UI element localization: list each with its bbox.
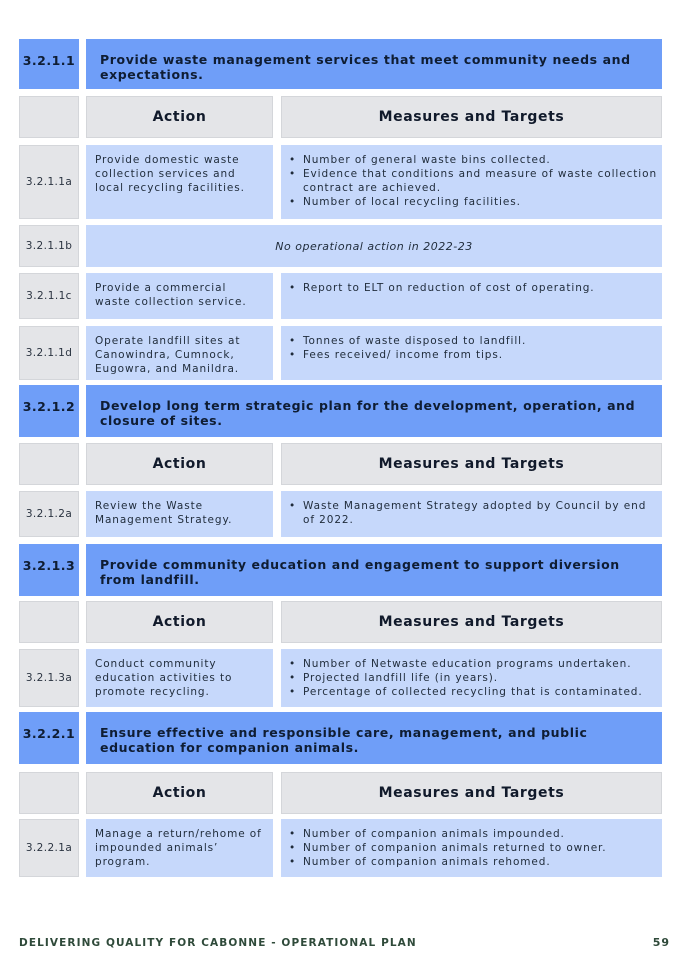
goal-row xyxy=(18,38,663,90)
header-measures: Measures and Targets xyxy=(280,600,663,644)
measure-item: • Number of companion animals returned to owner. xyxy=(303,841,658,855)
measure-item: • Evidence that conditions and measure of waste collection contract are achieved. xyxy=(303,167,658,195)
action-code: 3.2.1.1c xyxy=(18,272,80,320)
action-row xyxy=(18,818,663,878)
goal-code: 3.2.1.3 xyxy=(18,543,80,597)
header-code-blank xyxy=(18,771,80,815)
action-row xyxy=(18,648,663,708)
header-measures: Measures and Targets xyxy=(280,442,663,486)
header-action: Action xyxy=(85,95,274,139)
goal-code: 3.2.1.1 xyxy=(18,38,80,90)
header-row xyxy=(18,771,663,815)
measure-item: • Fees received/ income from tips. xyxy=(303,348,658,362)
measure-item: • Tonnes of waste disposed to landfill. xyxy=(303,334,658,348)
header-action: Action xyxy=(85,771,274,815)
goal-row xyxy=(18,384,663,438)
measure-item: • Projected landfill life (in years). xyxy=(303,671,658,685)
action-text: Conduct community education activities to promote recycling. xyxy=(85,648,274,708)
action-code: 3.2.1.1a xyxy=(18,144,80,220)
measure-item: • Percentage of collected recycling that is contaminated. xyxy=(303,685,658,699)
goal-title: Provide waste management services that meet community needs and expectations. xyxy=(85,38,663,90)
footer-title: DELIVERING QUALITY FOR CABONNE - OPERATIONAL PLAN xyxy=(19,937,417,949)
header-measures: Measures and Targets xyxy=(280,771,663,815)
action-row xyxy=(18,272,663,320)
measure-item: • Number of local recycling facilities. xyxy=(303,195,658,209)
goal-code: 3.2.2.1 xyxy=(18,711,80,765)
header-code-blank xyxy=(18,442,80,486)
measure-item: • Report to ELT on reduction of cost of operating. xyxy=(303,281,658,295)
measures-list xyxy=(280,490,663,538)
action-text: Manage a return/rehome of impounded animals’ program. xyxy=(85,818,274,878)
header-action: Action xyxy=(85,442,274,486)
measure-item: • Number of Netwaste education programs undertaken. xyxy=(303,657,658,671)
measure-item: • Number of companion animals rehomed. xyxy=(303,855,658,869)
action-code: 3.2.1.2a xyxy=(18,490,80,538)
action-row xyxy=(18,224,663,268)
action-code: 3.2.1.1b xyxy=(18,224,80,268)
action-text: Provide a commercial waste collection service. xyxy=(85,272,274,320)
measures-list xyxy=(280,818,663,878)
action-row xyxy=(18,325,663,381)
measures-list xyxy=(280,648,663,708)
goal-code: 3.2.1.2 xyxy=(18,384,80,438)
goal-title: Develop long term strategic plan for the development, operation, and closure of sites. xyxy=(85,384,663,438)
goal-row xyxy=(18,711,663,765)
header-action: Action xyxy=(85,600,274,644)
goal-title: Ensure effective and responsible care, management, and public education for companion animals. xyxy=(85,711,663,765)
action-code: 3.2.1.3a xyxy=(18,648,80,708)
action-text: Review the Waste Management Strategy. xyxy=(85,490,274,538)
action-row xyxy=(18,144,663,220)
page-number: 59 xyxy=(652,936,670,949)
measures-list xyxy=(280,144,663,220)
measure-item: • Number of companion animals impounded. xyxy=(303,827,658,841)
goal-row xyxy=(18,543,663,597)
goal-title: Provide community education and engagement to support diversion from landfill. xyxy=(85,543,663,597)
header-code-blank xyxy=(18,95,80,139)
measures-list xyxy=(280,325,663,381)
header-measures: Measures and Targets xyxy=(280,95,663,139)
header-row xyxy=(18,95,663,139)
action-row xyxy=(18,490,663,538)
measure-item: • Number of general waste bins collected. xyxy=(303,153,658,167)
no-action-note: No operational action in 2022-23 xyxy=(85,224,663,268)
action-code: 3.2.1.1d xyxy=(18,325,80,381)
header-row xyxy=(18,442,663,486)
header-code-blank xyxy=(18,600,80,644)
action-code: 3.2.2.1a xyxy=(18,818,80,878)
action-text: Operate landfill sites at Canowindra, Cumnock, Eugowra, and Manildra. xyxy=(85,325,274,381)
measure-item: • Waste Management Strategy adopted by Council by end of 2022. xyxy=(303,499,658,527)
header-row xyxy=(18,600,663,644)
action-text: Provide domestic waste collection services and local recycling facilities. xyxy=(85,144,274,220)
measures-list xyxy=(280,272,663,320)
